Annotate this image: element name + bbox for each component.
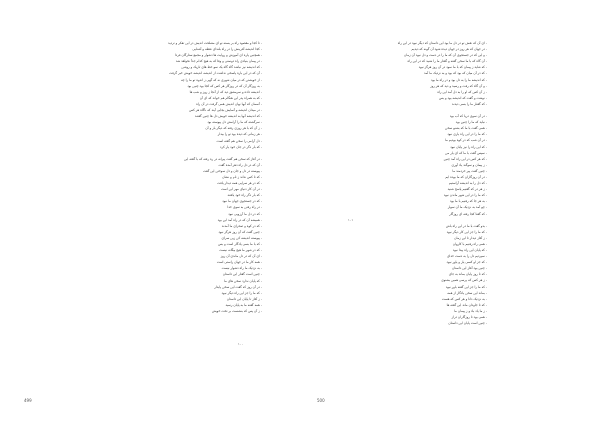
text-line: - دل آرامی را سخن هم گفته است xyxy=(216,138,262,143)
text-line: - همی بود تا روزگاران دراز xyxy=(451,315,487,320)
text-line: - کجا اندیشه آفرینش را در راه بلندای نقطه و آشنایی xyxy=(192,47,262,52)
text-line: - چنین است پایان این داستان xyxy=(448,321,487,326)
text-line: - که در کوه و صحرای ما آمدند xyxy=(221,223,262,228)
right-page-text xyxy=(322,40,487,326)
text-line: - که هر کس در این راه آمد چنین xyxy=(443,156,487,161)
text-line: - همه گفته ما به پایان رسید xyxy=(225,302,262,307)
text-line: - چنین است گفتار این داستان xyxy=(222,272,262,277)
text-line: - به روزگار آن که در روزگار هر کس که کجا بود چنین بود xyxy=(187,83,262,88)
text-line: - ز آغاز دیدار تا این زمان xyxy=(454,235,487,240)
text-line: - که ما را در این شهر ماندن نبود xyxy=(443,193,487,198)
text-line: - که بار دگر در جان خود یار کرد xyxy=(220,144,262,149)
text-line: - چنین گفت که آن روز هرگز نبود xyxy=(218,229,262,234)
text-line: - ز هر در که گفتیم پاسخ شنید xyxy=(447,187,487,192)
text-line: - تا کجا و مقصود راه بر بسته تو ای مصلحت اندیش در این تفکر و تردید xyxy=(168,41,262,45)
text-line: - در آن کار دنیای مهر این است xyxy=(220,187,262,192)
text-line: - چنین گفت پیر خردمند ما xyxy=(452,168,487,173)
text-line: - و این که در جستجوی آن که ما را در دست و دل نبود آن زمان xyxy=(404,53,487,58)
right-page-number: 500 xyxy=(317,398,325,403)
text-line: - چو آمد به نزدیک ما آن سوار xyxy=(447,205,487,210)
text-line: - از خویشتن که در میان شهری نه که گهی ز اندوه تو ما را چه xyxy=(180,77,262,82)
text-line: - که اندیشه ما را به دل بود و در راه ما بود xyxy=(430,77,487,82)
text-line: - سپردیم دل را به دست خدای xyxy=(446,254,487,259)
text-line: - هر زمانی که دیده بود تو را بیدار xyxy=(217,132,262,137)
text-line: - آسمان که آبها نهان اندیش همی گرفت در آن راه xyxy=(196,101,262,106)
text-line: - که تا روز پایان بماند به جای xyxy=(448,272,487,277)
text-line: - در آغاز که سخن هم گفت پیرانه در ره رفته که با گفته این xyxy=(184,156,262,161)
text-line: - که ما را در این راه یاری نبود xyxy=(447,132,487,137)
text-line: - در آن سوی دریا که آب بود xyxy=(449,114,487,119)
text-line: - ز هر کس که پرسی همین بشنوی xyxy=(441,278,487,283)
text-line: - آن که در دل راه دهر آمده گفت xyxy=(218,162,262,167)
text-line: - ز پیمان و سوگند یاد آوری xyxy=(451,162,487,167)
text-line: - در جهان که هر روز در جهان دیده شود آن گونه که دیدیم xyxy=(411,47,487,52)
text-line: - در میدان اندیشه و آسایش بجایی آیند که ناگاه هر کس xyxy=(189,108,262,113)
text-line: - که با ما بسی یادگار است و بس xyxy=(218,242,262,246)
text-line: - که به همراه پدر این هنگام هم خواند که ای آن xyxy=(199,95,262,100)
text-line: - ز آن کس که او را به دل آمد این راه xyxy=(437,89,487,94)
text-line: - و آن گاه که رفت و رسید و دید که هر روز xyxy=(430,83,487,88)
text-line: - سرگشته که ما را آرامش دل پیوسته بود xyxy=(207,120,262,125)
text-line: - همه کار ما در جهان راستی است xyxy=(216,260,262,265)
text-line: - پیوسته در دل و جان و دل سوختن این گفت xyxy=(202,168,262,173)
text-line: - در آن روزگاران که ما بوده ایم xyxy=(445,174,487,179)
text-line: - سپس گفت با ما که ای یار من xyxy=(445,150,487,155)
left-page-text xyxy=(104,40,262,314)
text-line: - چنین بود آغاز این داستان xyxy=(451,266,487,271)
text-line: - ای آن که در دل ماندی آن روز xyxy=(220,254,262,259)
text-line: - که اندیشه آنها به اندیشه خویش دل ها چنین گفتند xyxy=(194,114,262,119)
text-line: - که پایان این راه پیدا نبود xyxy=(452,248,487,252)
text-line: - ز آن پس که بنشست بر تخت خویش xyxy=(211,309,262,314)
text-line: - آن که در این باره پاسخی نداشت از اندیشه اندیشه خویش خبر گرفت xyxy=(169,71,262,76)
text-line: - که در شهر ما هیچ بیگانه نیست xyxy=(219,248,262,253)
text-line: - که گفتا کجا رفته ای روزگار xyxy=(449,211,487,216)
text-line: - بدو گفت با ما در این راه باش xyxy=(445,223,487,228)
text-line: - همی گفت با ما که بشنو سخن xyxy=(445,126,487,131)
text-line: - اندیشه داده و سرمشق دید که از آنجا ز روز و شب ها xyxy=(189,89,262,94)
text-line: - پیوسته اندیشه کن زین سرای xyxy=(221,235,262,240)
text-line: - که پایان ندارد سخن های ما xyxy=(224,278,262,283)
text-line: - به نزدیک ما راه دشوار نیست xyxy=(221,266,262,271)
text-line: - که شاید ز پیمان که با ما نمود در آن روز هرگز نبود xyxy=(418,65,487,70)
text-line: - که در آن میان که بود که بود و به نزدیک ما آمد xyxy=(424,71,487,76)
text-line: - نباید که ما را چنین بود xyxy=(455,120,487,125)
text-line: - که در دل ما آرزویی نبود xyxy=(228,211,262,216)
text-line: - که در هر سرایی همه دیدار یافت xyxy=(217,181,262,186)
text-line: - که جز او کسی یار و یاور نبود xyxy=(446,260,487,265)
text-line: - که در جستجوی جهان ما نبود xyxy=(222,199,262,204)
left-page-number: 499 xyxy=(24,398,32,403)
text-line: - در راه رفتن به سوی خدا xyxy=(227,205,262,210)
text-line: - ز آغاز تا پایان این داستان xyxy=(226,296,262,301)
text-line: - همچنین پاره ای آموزش و روایت ها دشوار و مجمع ستارگان فردا xyxy=(174,53,262,58)
right-folio-mark: ۱۰۱ xyxy=(348,218,354,222)
text-line: - همی راه رفتیم با کاروان xyxy=(452,241,487,246)
right-page xyxy=(300,0,600,424)
left-folio-mark: ۱۰۰ xyxy=(238,342,244,346)
text-line: - آن گاه که با ما سخن گفته و گفتار ما را شنید که در این راه xyxy=(407,59,487,64)
text-line: - که ما را جز این کار دیگر نبود xyxy=(446,229,487,234)
text-line: - که تا کس نداند ز نام و نشان xyxy=(222,174,262,179)
text-line: - که ما را جز این گفته باور نبود xyxy=(445,284,487,289)
text-line: - که این راه را نیز پایان نبود xyxy=(450,144,487,149)
text-line: - ای آن که نقش تو در دل ما بود این داستان که دیگر نبود در این راه xyxy=(397,41,487,45)
text-line: - همیشه آن که در راه آمد این بود xyxy=(217,217,262,222)
text-line: - ز ما یاد باد و ز پیمان ما xyxy=(454,308,487,313)
text-line: - که بار دگر راه خود یافتند xyxy=(227,193,262,198)
text-line: - که تا جاودان ماند این گفته ها xyxy=(446,302,487,307)
text-line: - که گفتار ما را بسی دیدند xyxy=(451,101,487,106)
text-line: - به نزدیک دانا و هر کس که هست xyxy=(441,296,487,301)
text-line: - ز آن که با هر روزی رفته که دیگر بار و آن xyxy=(205,126,262,131)
text-line: - به هر جا که رفتیم با ما بود xyxy=(449,199,487,204)
text-line: - که اندیشه نیز نباشد گاه گاه یک سو خط های تاریک و روشن xyxy=(181,65,262,70)
text-line: - که دل را به اندیشه آراستیم xyxy=(448,181,487,186)
text-line: - نوشت و گفت که اندیشه بود و بس xyxy=(439,95,487,100)
text-line: - در آن روز که گفت این سخن پایدار xyxy=(214,284,262,289)
text-line: - که ما را جز این راه دیگر نبود xyxy=(221,290,262,295)
text-line: - در پیمان بنیادی راه دوستی و وفا که به هیچ کدام جداً نخواهد شد xyxy=(175,59,262,64)
text-line: - بماند این سخن یادگار از همه xyxy=(447,290,487,295)
text-line: - در آن شب که در کوه بودیم ما xyxy=(445,138,487,143)
